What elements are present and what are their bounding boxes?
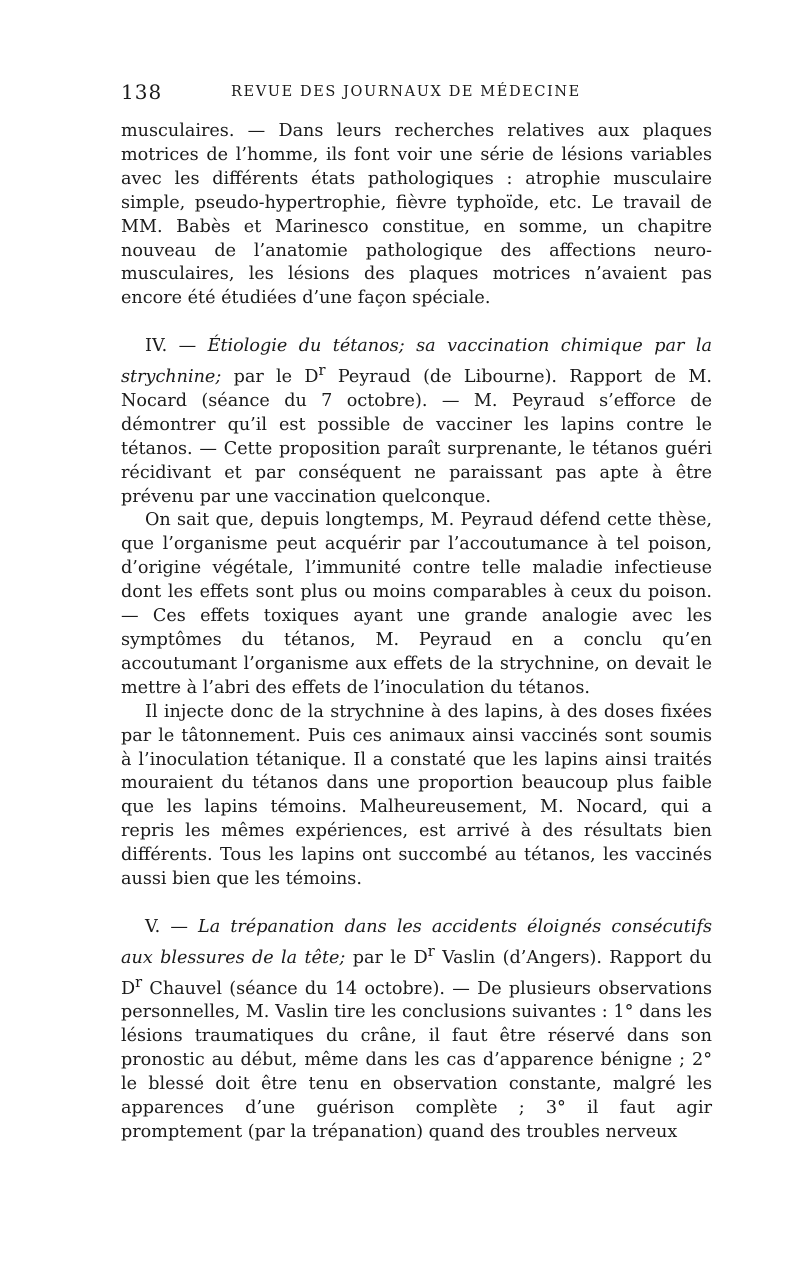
running-title: REVUE DES JOURNAUX DE MÉDECINE (231, 84, 581, 100)
section-iv (121, 335, 712, 509)
page-number: 138 (121, 80, 163, 104)
section-v-sup: r (427, 942, 435, 960)
section-v-byline: par le D (345, 947, 428, 968)
paragraph-experiments: Il injecte donc de la strychnine à des lapins, à des doses fixées par le tâtonnement. Puis ces animaux ainsi vaccinés sont soumis à l’inoculation tétanique. Il a constaté que les lapins ainsi traités mouraient du tétanos dans une proportion beaucoup plus faible que les lapins témoins. Malheureusement, M. Nocard, qui a repris les mêmes expériences, est arrivé à des résultats bien différents. Tous les lapins ont succombé au tétanos, les vaccinés aussi bien que les témoins. (121, 701, 712, 890)
section-iv-sup: r (318, 362, 326, 380)
section-iv-number: IV. — (145, 336, 208, 357)
section-iv-title: Étiologie du tétanos; sa vaccination chimique par la strychnine; (121, 336, 712, 388)
section-v-title: La trépanation dans les accidents éloignés consécutifs aux blessures de la tête; (121, 916, 712, 968)
section-iv-byline: par le D (221, 367, 319, 388)
running-head (121, 80, 712, 120)
section-v (121, 916, 712, 1145)
paragraph-peyraud-thesis: On sait que, depuis longtemps, M. Peyraud défend cette thèse, que l’organisme peut acquérir par l’accoutumance à tel poison, d’origine végétale, l’immunité contre telle maladie infectieuse dont les effets sont plus ou moins comparables à ceux du poison. — Ces effets toxiques ayant une grande analogie avec les symptômes du tétanos, M. Peyraud en a conclu qu’en accoutumant l’organisme aux effets de la strychnine, on devait le mettre à l’abri des effets de l’inoculation du tétanos. (121, 510, 712, 698)
section-v-text: Chauvel (séance du 14 octobre). — De plusieurs observations personnelles, M. Vaslin tire les conclusions suivantes : 1° dans les lésions traumatiques du crâne, il faut être réservé dans son pronostic au début, même dans les cas d’apparence bénigne ; 2° le blessé doit être tenu en observation constante, malgré les apparences d’une guérison complète ; 3° il faut agir promptement (par la trépanation) quand des troubles nerveux (121, 978, 712, 1142)
section-v-mid: Vaslin (d’Angers). Rapport du D (121, 947, 712, 999)
section-iv-text: Peyraud (de Libourne). Rapport de M. Nocard (séance du 7 octobre). — M. Peyraud s’efforce de démontrer qu’il est possible de vacciner les lapins contre le tétanos. — Cette proposition paraît surprenante, le tétanos guéri récidivant et par conséquent ne paraissant pas apte à être prévenu par une vaccination quelconque. (121, 367, 712, 507)
paragraph-continuation: musculaires. — Dans leurs recherches relatives aux plaques motrices de l’homme, ils font voir une série de lésions variables avec les différents états pathologiques : atrophie musculaire simple, pseudo-hypertrophie, fièvre typhoïde, etc. Le travail de MM. Babès et Marinesco constitue, en somme, un chapitre nouveau de l’anatomie pathologique des affections neuro-musculaires, les lésions des plaques motrices n’avaient pas encore été étudiées d’une façon spéciale. (121, 121, 712, 309)
body-text (121, 120, 712, 1145)
section-v-sup2: r (135, 973, 143, 991)
section-v-number: V. — (145, 916, 199, 937)
